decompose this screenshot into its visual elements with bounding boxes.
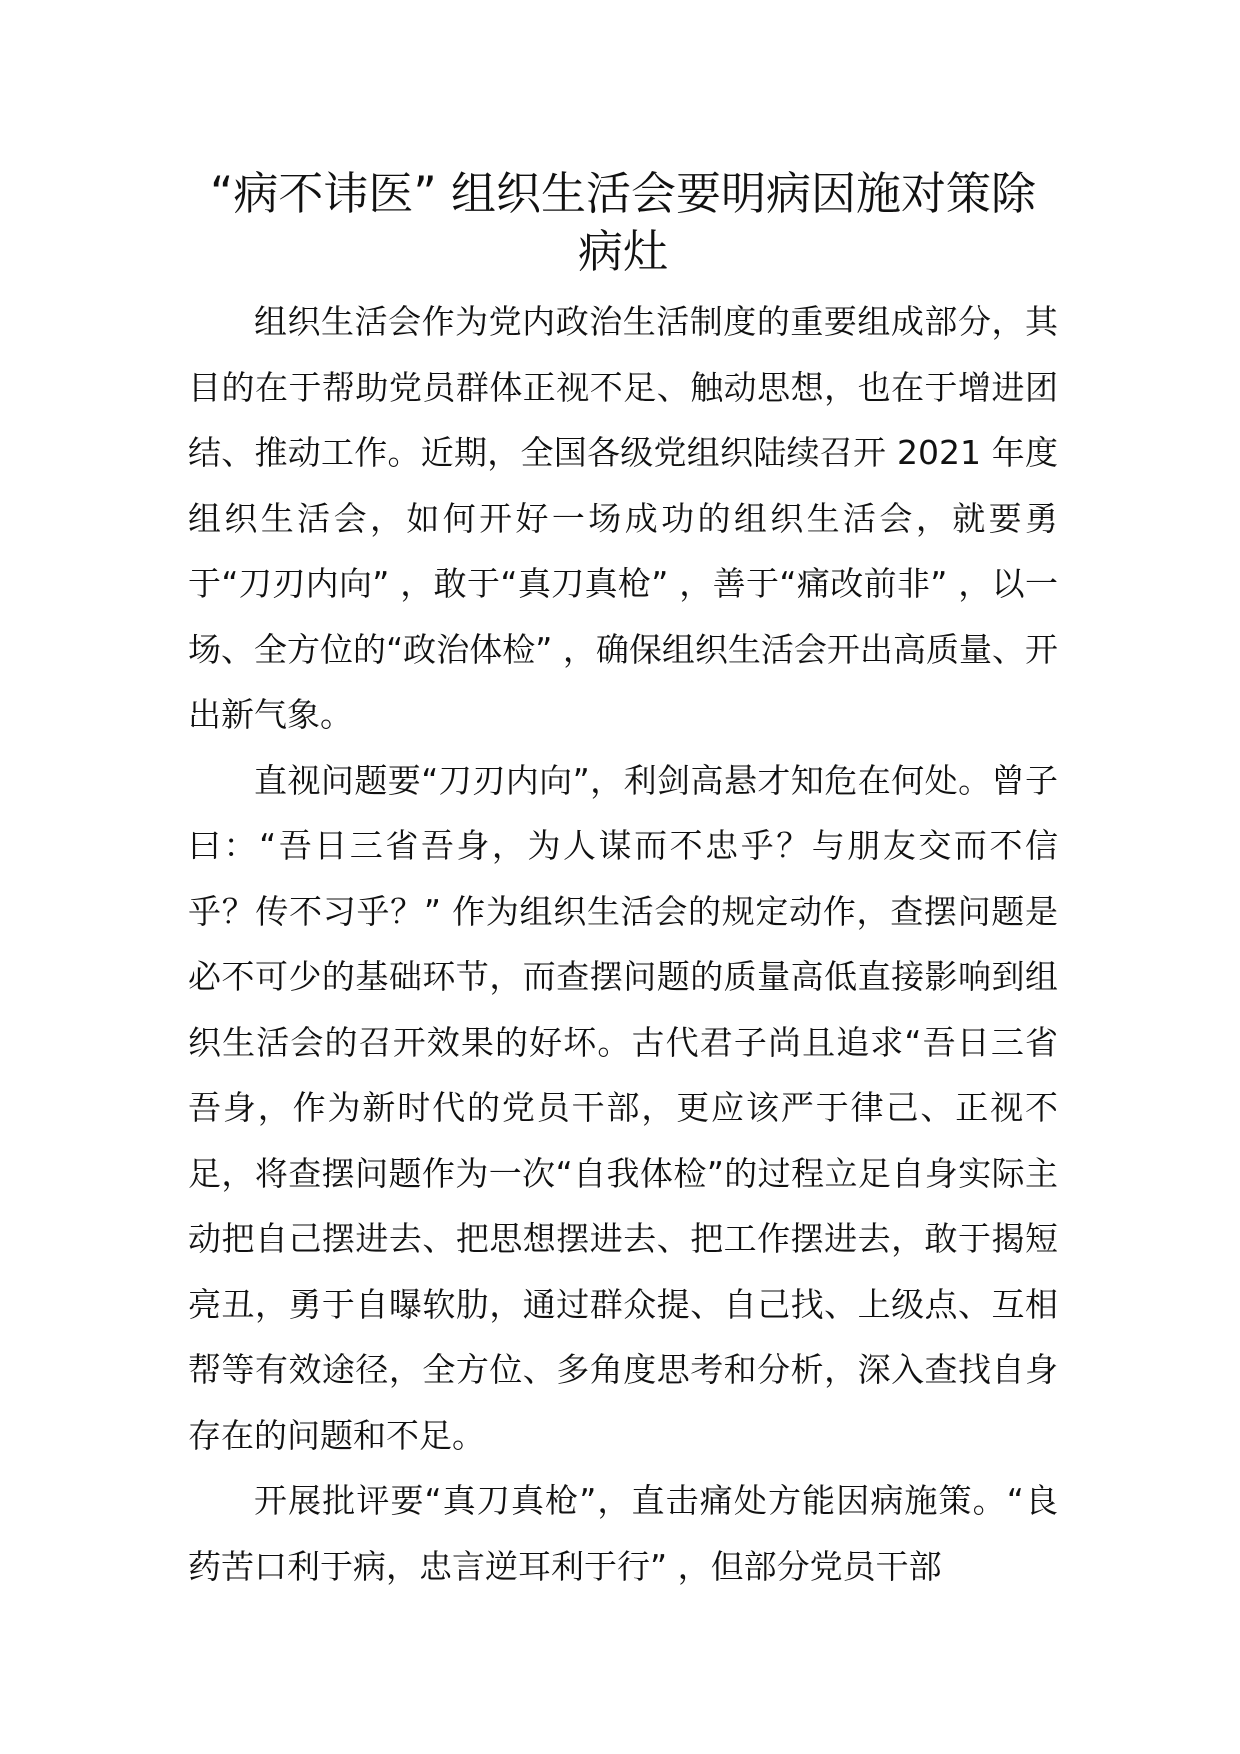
document-body	[188, 289, 1058, 1599]
paragraph-3-lead: 开展批评要“真刀真枪”，直击痛处方能因病施策。	[254, 1481, 1007, 1520]
document-title: “病不讳医” 组织生活会要明病因施对策除病灶	[210, 167, 1036, 278]
paragraph-2-lead: 直视问题要“刀刃内向”，利剑高悬才知危在何处。	[254, 760, 992, 800]
paragraph-3	[188, 1468, 1058, 1599]
paragraph-1-text: 组织生活会作为党内政治生活制度的重要组成部分，其目的在于帮助党员群体正视不足、触动思想，也在于增进团结、推动工作。近期，全国各级党组织陆续召开 2021 年度组织生活会，如何开好一场成功的组织生活会，就要勇于“刀刃内向” ，敢于“真刀真枪” ，善于“痛改前非” ，以一场、全方位的“政治体检” ，确保组织生活会开出高质量、开出新气象。	[188, 302, 1058, 734]
document-page	[188, 165, 1058, 1599]
paragraph-1	[188, 289, 1058, 748]
paragraph-3-text: “良药苦口利于病，忠言逆耳利于行” ，但部分党员干部	[188, 1481, 1058, 1586]
paragraph-2	[188, 748, 1058, 1469]
paragraph-2-text: 曾子曰：“吾日三省吾身，为人谋而不忠乎？与朋友交而不信乎？传不习乎？” 作为组织生活会的规定动作，查摆问题是必不可少的基础环节，而查摆问题的质量高低直接影响到组织生活会的召开效果的好坏。古代君子尚且追求“吾日三省吾身，作为新时代的党员干部，更应该严于律己、正视不足，将查摆问题作为一次“自我体检”的过程立足自身实际主动把自己摆进去、把思想摆进去、把工作摆进去，敢于揭短亮丑，勇于自曝软肋，通过群众提、自己找、上级点、互相帮等有效途径，全方位、多角度思考和分析，深入查找自身存在的问题和不足。	[188, 760, 1058, 1455]
